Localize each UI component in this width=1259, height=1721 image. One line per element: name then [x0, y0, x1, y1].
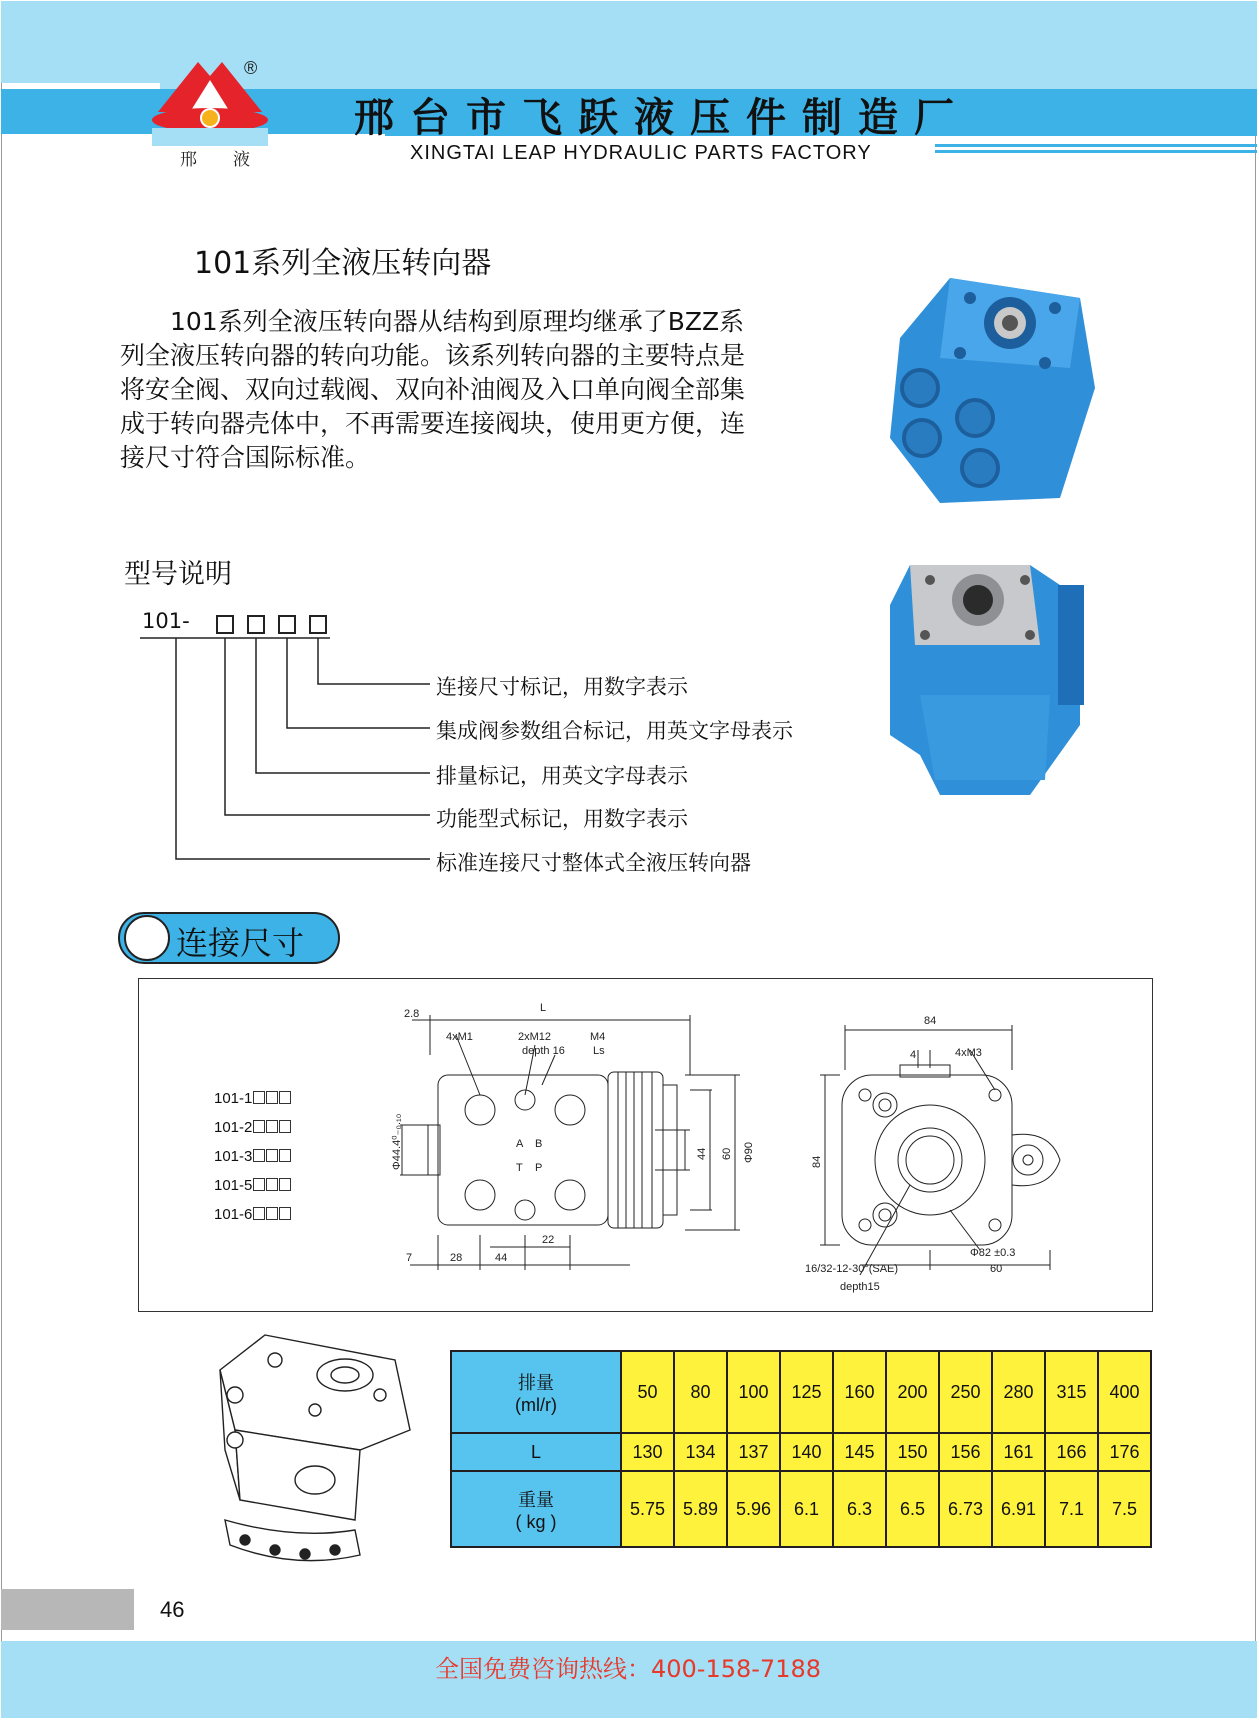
variant-label: 101-2	[214, 1119, 291, 1137]
model-desc-valve-params: 集成阀参数组合标记，用英文字母表示	[436, 719, 793, 743]
dim-44: 44	[696, 1147, 708, 1160]
label-M4: M4	[590, 1031, 606, 1043]
table-cell: 250	[939, 1351, 992, 1433]
dim-2-8: 2.8	[404, 1008, 420, 1020]
label-4xM3: 4xM3	[955, 1047, 982, 1059]
front-view-drawing	[800, 1010, 1070, 1300]
table-cell: 5.96	[727, 1471, 780, 1547]
intro-line: 接尺寸符合国际标准。	[120, 443, 371, 472]
table-row	[451, 1433, 1151, 1471]
product-line-drawing	[205, 1330, 420, 1570]
table-cell: 280	[992, 1351, 1045, 1433]
dim-44-bottom: 44	[495, 1252, 508, 1264]
table-cell: 166	[1045, 1433, 1098, 1471]
table-cell: 200	[886, 1351, 939, 1433]
table-cell: 161	[992, 1433, 1045, 1471]
dim-L: L	[540, 1002, 547, 1014]
table-cell: 176	[1098, 1433, 1151, 1471]
dim-phi44: Φ44.4⁰₋₀.₁₀	[391, 1113, 403, 1170]
spec-table	[450, 1350, 1152, 1548]
table-cell: 6.1	[780, 1471, 833, 1547]
table-cell: 80	[674, 1351, 727, 1433]
variant-label: 101-6	[214, 1206, 291, 1224]
dim-phi90: Φ90	[743, 1141, 755, 1163]
model-heading: 型号说明	[124, 559, 232, 590]
label-Ls: Ls	[593, 1045, 605, 1057]
port-T: T	[516, 1162, 523, 1174]
product-photo-side	[880, 555, 1100, 795]
product-photo-top	[880, 268, 1100, 508]
port-P: P	[535, 1162, 543, 1174]
table-cell: 134	[674, 1433, 727, 1471]
dim-7: 7	[406, 1252, 413, 1264]
model-diagram	[140, 610, 440, 870]
label-4xM1: 4xM1	[446, 1031, 473, 1043]
company-name-cn: 邢台市飞跃液压件制造厂	[354, 95, 970, 141]
label-depth16: depth 16	[522, 1045, 565, 1057]
section-title: 连接尺寸	[176, 924, 305, 962]
variant-label: 101-3	[214, 1148, 291, 1166]
page-number: 46	[160, 1597, 185, 1622]
intro-line: 将安全阀、双向过载阀、双向补油阀及入口单向阀全部集	[120, 375, 746, 404]
table-cell: 6.5	[886, 1471, 939, 1547]
table-cell: 150	[886, 1433, 939, 1471]
intro-line: 列全液压转向器的转向功能。该系列转向器的主要特点是	[120, 341, 746, 370]
page-title: 101系列全液压转向器	[194, 246, 492, 281]
spline-spec: 16/32-12-30°(SAE)	[805, 1263, 899, 1275]
table-cell: 7.5	[1098, 1471, 1151, 1547]
logo-text: 邢液	[180, 150, 286, 170]
port-B: B	[535, 1138, 543, 1150]
company-logo	[150, 54, 280, 146]
row-label-L: L	[451, 1433, 621, 1471]
table-row	[451, 1351, 1151, 1433]
registered-mark: ®	[244, 58, 258, 78]
label-depth15: depth15	[840, 1281, 880, 1293]
intro-line: 成于转向器壳体中，不再需要连接阀块，使用更方便，连	[120, 409, 746, 438]
side-view-drawing	[390, 995, 780, 1280]
dim-60-right: 60	[990, 1263, 1003, 1275]
table-cell: 125	[780, 1351, 833, 1433]
table-cell: 145	[833, 1433, 886, 1471]
model-desc-connection: 连接尺寸标记，用数字表示	[436, 675, 688, 699]
dim-22: 22	[542, 1234, 555, 1246]
row-label-weight: 重量 ( kg )	[451, 1471, 621, 1547]
table-cell: 5.75	[621, 1471, 674, 1547]
table-row	[451, 1471, 1151, 1547]
table-cell: 100	[727, 1351, 780, 1433]
table-cell: 137	[727, 1433, 780, 1471]
model-code: 101-	[142, 609, 190, 633]
table-cell: 5.89	[674, 1471, 727, 1547]
port-A: A	[516, 1138, 524, 1150]
dim-60: 60	[721, 1147, 733, 1160]
table-cell: 50	[621, 1351, 674, 1433]
variant-label: 101-5	[214, 1177, 291, 1195]
intro-paragraph	[120, 305, 860, 475]
model-desc-function: 功能型式标记，用数字表示	[436, 807, 688, 831]
model-desc-displacement: 排量标记，用英文字母表示	[436, 764, 688, 788]
header-stripes	[935, 144, 1257, 156]
company-name-en: XINGTAI LEAP HYDRAULIC PARTS FACTORY	[410, 142, 872, 164]
row-label-displacement: 排量 (ml/r)	[451, 1351, 621, 1433]
table-cell: 140	[780, 1433, 833, 1471]
table-cell: 7.1	[1045, 1471, 1098, 1547]
table-cell: 6.3	[833, 1471, 886, 1547]
dim-phi82: Φ82 ±0.3	[970, 1247, 1016, 1259]
variant-label: 101-1	[214, 1090, 291, 1108]
label-2xM12: 2xM12	[518, 1031, 552, 1043]
dim-4: 4	[910, 1049, 917, 1061]
intro-line: 101系列全液压转向器从结构到原理均继承了BZZ系	[120, 307, 745, 336]
table-cell: 6.73	[939, 1471, 992, 1547]
dim-84-side: 84	[811, 1155, 823, 1168]
hotline: 全国免费咨询热线：400-158-7188	[435, 1655, 822, 1683]
dim-28: 28	[450, 1252, 463, 1264]
table-cell: 400	[1098, 1351, 1151, 1433]
table-cell: 315	[1045, 1351, 1098, 1433]
dim-84-top: 84	[924, 1015, 937, 1027]
model-desc-standard: 标准连接尺寸整体式全液压转向器	[436, 851, 751, 875]
table-cell: 160	[833, 1351, 886, 1433]
table-cell: 130	[621, 1433, 674, 1471]
footer-grey-block	[1, 1589, 134, 1630]
table-cell: 6.91	[992, 1471, 1045, 1547]
table-cell: 156	[939, 1433, 992, 1471]
section-pill-circle	[124, 915, 170, 961]
